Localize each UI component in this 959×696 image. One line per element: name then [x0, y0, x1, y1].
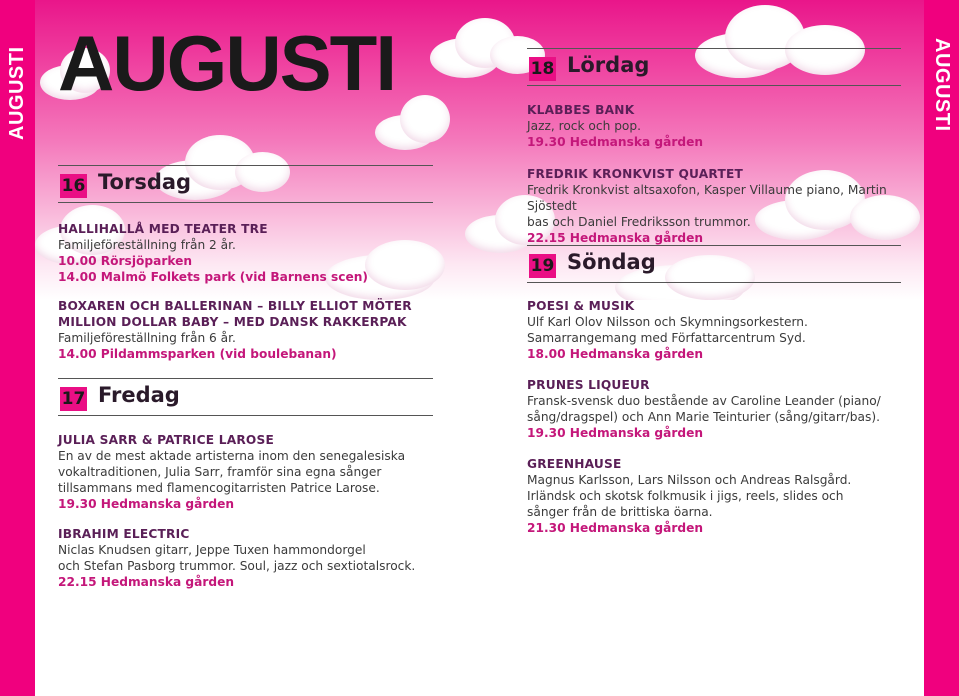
right-side-bar [924, 0, 959, 696]
event-time: 19.30 Hedmanska gården [527, 426, 704, 440]
event-description: Samarrangemang med Författarcentrum Syd. [527, 331, 806, 345]
day-header-16 [58, 165, 433, 203]
left-side-bar [0, 0, 35, 696]
event-time: 22.15 Hedmanska gården [527, 231, 704, 245]
event-description: Familjeföreställning från 6 år. [58, 331, 236, 345]
event-title: POESI & MUSIK [527, 299, 635, 313]
day-number-badge: 19 [530, 256, 555, 276]
page-title: AUGUSTI [58, 19, 395, 107]
day-name: Söndag [567, 250, 656, 274]
event-title: HALLIHALLÅ MED TEATER TRE [58, 222, 268, 236]
event-title: BOXAREN OCH BALLERINAN – BILLY ELLIOT MÖTER [58, 299, 412, 313]
day-number-badge: 18 [530, 59, 555, 79]
day-name: Lördag [567, 53, 650, 77]
event-time: 14.00 Pildammsparken (vid boulebanan) [58, 347, 337, 361]
event-description: Niclas Knudsen gitarr, Jeppe Tuxen hammondorgel [58, 543, 366, 557]
event-title: FREDRIK KRONKVIST QUARTET [527, 167, 743, 181]
event-description: bas och Daniel Fredriksson trummor. [527, 215, 751, 229]
day-number-badge: 17 [61, 389, 86, 409]
event-title: KLABBES BANK [527, 103, 635, 117]
event-description: En av de mest aktade artisterna inom den senegalesiska [58, 449, 406, 463]
event-julia-sarr [58, 432, 438, 512]
event-time: 19.30 Hedmanska gården [527, 135, 704, 149]
day-header-17 [58, 378, 433, 416]
event-ibrahim-electric [58, 526, 448, 590]
event-boxaren [58, 298, 438, 362]
event-time: 10.00 Rörsjöparken [58, 254, 193, 268]
event-time: 14.00 Malmö Folkets park (vid Barnens scen) [58, 270, 368, 284]
event-description: Ulf Karl Olov Nilsson och Skymningsorkestern. [527, 315, 808, 329]
event-title: MILLION DOLLAR BABY – MED DANSK RAKKERPAK [58, 315, 407, 329]
event-greenhause [527, 456, 912, 536]
event-description: Familjeföreställning från 2 år. [58, 238, 236, 252]
event-title: JULIA SARR & PATRICE LAROSE [58, 433, 274, 447]
day-name: Torsdag [98, 170, 192, 194]
event-title: PRUNES LIQUEUR [527, 378, 650, 392]
day-name: Fredag [98, 383, 180, 407]
event-description: Jazz, rock och pop. [527, 119, 641, 133]
event-description: sånger från de brittiska öarna. [527, 505, 713, 519]
event-description: tillsammans med flamencogitarristen Patrice Larose. [58, 481, 380, 495]
event-time: 18.00 Hedmanska gården [527, 347, 704, 361]
event-klabbes-bank [527, 102, 907, 150]
event-description: Irländsk och skotsk folkmusik i jigs, reels, slides och [527, 489, 844, 503]
event-description: Fredrik Kronkvist altsaxofon, Kasper Villaume piano, Martin Sjöstedt [527, 183, 887, 213]
event-time: 21.30 Hedmanska gården [527, 521, 704, 535]
event-time: 19.30 Hedmanska gården [58, 497, 235, 511]
event-title: GREENHAUSE [527, 457, 622, 471]
side-label-left: AUGUSTI [6, 46, 28, 140]
event-poesi-musik [527, 298, 907, 362]
day-number-badge: 16 [61, 176, 86, 196]
event-description: sång/dragspel) och Ann Marie Teinturier (sång/gitarr/bas). [527, 410, 880, 424]
event-description: Magnus Karlsson, Lars Nilsson och Andreas Ralsgård. [527, 473, 852, 487]
event-title: IBRAHIM ELECTRIC [58, 527, 190, 541]
side-label-right: AUGUSTI [931, 38, 953, 132]
event-description: vokaltraditionen, Julia Sarr, framför sina egna sånger [58, 465, 382, 479]
event-description: Fransk-svensk duo bestående av Caroline Leander (piano/ [527, 394, 881, 408]
day-header-19 [527, 245, 901, 283]
event-hallihalla [58, 221, 438, 285]
event-description: och Stefan Pasborg trummor. Soul, jazz och sextiotalsrock. [58, 559, 416, 573]
event-prunes-liqueur [527, 377, 912, 441]
event-fredrik-kronkvist [527, 166, 912, 246]
day-header-18 [527, 48, 901, 86]
event-time: 22.15 Hedmanska gården [58, 575, 235, 589]
